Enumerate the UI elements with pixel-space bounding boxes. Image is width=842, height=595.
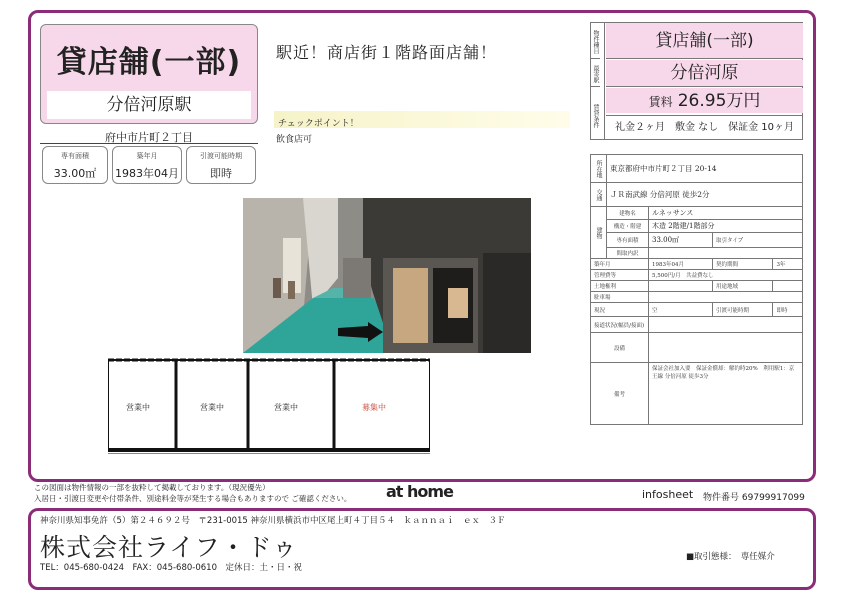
side-label: 物件種目	[591, 23, 600, 59]
unit-label-vacant: 募集中	[362, 403, 386, 412]
property-number	[703, 490, 805, 503]
side-label: 賃貸条件	[592, 104, 599, 128]
spec-contract: 3年	[773, 259, 803, 270]
company-license: 神奈川県知事免許（5）第２４６９２号 〒231-0015 神奈川県横浜市中区尾上町４丁目５４ ｋａｎｎａｉ ｅｘ ３Ｆ	[40, 516, 506, 526]
summary-panel	[590, 22, 803, 140]
company-contact: TEL：045-680-0424 FAX：045-680-0610 定休日：土・日・祝	[40, 563, 302, 573]
unit-label: 営業中	[274, 403, 298, 412]
rent-label: 賃料	[648, 95, 673, 109]
spec-label: 間取内訳	[607, 248, 649, 259]
side-label: 最寄駅	[591, 59, 600, 87]
spec-empty	[649, 248, 803, 259]
disclaimer-line-2: 入居日・引渡日変更や付帯条件、別途料金等が発生する場合もありますので ご確認ください。	[34, 494, 352, 503]
badge-area	[42, 146, 108, 184]
athome-logo: at home	[386, 482, 453, 501]
rent-value: 26.95万円	[677, 91, 761, 111]
street-photo-illustration	[243, 198, 531, 353]
station-label: 分倍河原駅	[47, 91, 251, 119]
summary-side-col	[591, 23, 605, 139]
spec-label: 建物	[591, 207, 607, 259]
spec-handover: 即時	[773, 303, 803, 317]
spec-label: 契約期間	[712, 259, 772, 270]
spec-label: 現況	[591, 303, 649, 317]
spec-label: 専有面積	[607, 233, 649, 248]
checkpoint-text: 飲食店可	[276, 135, 313, 145]
spec-mgmt: 5,500円/月 共益費なし	[649, 270, 803, 281]
summary-rent	[606, 88, 803, 113]
title-box	[40, 24, 258, 124]
checkpoint-label: チェックポイント！	[278, 119, 359, 129]
property-no-value: 69799917099	[741, 493, 805, 503]
badge-label: 築年月	[136, 152, 158, 160]
spec-traffic: ＪＲ南武線 分倍河原 徒歩2分	[607, 183, 803, 207]
spec-label: 所在地	[591, 155, 607, 183]
summary-type: 貸店舗(一部)	[606, 23, 803, 59]
badge-handover	[186, 146, 256, 184]
summary-conditions: 礼金２ヶ月 敷金 なし 保証金 10ヶ月	[606, 115, 803, 139]
spec-label: 交通	[591, 183, 607, 207]
spec-label: 設備	[591, 333, 649, 363]
address-short: 府中市片町２丁目	[105, 131, 193, 144]
spec-label: 管理費等	[591, 270, 649, 281]
badge-value: 即時	[210, 167, 232, 180]
spec-empty	[649, 281, 713, 292]
spec-label: 築年月	[591, 259, 649, 270]
spec-structure: 木造 2階建/1階部分	[649, 220, 803, 233]
badge-value: 33.00㎡	[53, 167, 97, 180]
spec-status: 空	[649, 303, 713, 317]
spec-remarks: 保証会社加入要 保証金償却：解約時20% 利用駅1：京王線 分倍河原 徒歩3分	[649, 363, 803, 425]
spec-label: 土地権利	[591, 281, 649, 292]
summary-station: 分倍河原	[606, 60, 803, 87]
spec-empty	[649, 317, 803, 333]
deal-type: ■取引態様： 専任媒介	[686, 552, 775, 562]
spec-built: 1983年04月	[649, 259, 713, 270]
spec-table	[590, 154, 803, 438]
address-underline	[40, 143, 258, 144]
infosheet-label: infosheet	[642, 488, 694, 501]
badge-label: 引渡可能時期	[200, 152, 242, 160]
spec-label: 引渡可能時期	[712, 303, 772, 317]
spec-empty	[773, 281, 803, 292]
property-no-label: 物件番号	[703, 493, 740, 503]
spec-area: 33.00㎡	[649, 233, 713, 248]
spec-label: 構造・階建	[607, 220, 649, 233]
checkpoint-bar	[274, 111, 570, 128]
badge-value: 1983年04月	[115, 167, 179, 180]
catch-copy: 駅近！商店街１階路面店舗！	[276, 43, 498, 62]
spec-location: 東京都府中市片町２丁目 20-14	[607, 155, 803, 183]
spec-name: ルネッサンス	[649, 207, 803, 220]
spec-empty	[649, 333, 803, 363]
badge-built	[112, 146, 182, 184]
spec-grid	[590, 154, 803, 425]
badge-label: 専有面積	[61, 152, 89, 160]
spec-empty	[649, 292, 803, 303]
spec-label: 建物名	[607, 207, 649, 220]
unit-label: 営業中	[126, 403, 150, 412]
floor-plan	[108, 358, 430, 454]
company-name: 株式会社ライフ・ドゥ	[40, 533, 298, 562]
unit-label: 営業中	[200, 403, 224, 412]
disclaimer-line-1: この図面は物件情報の一部を抜粋して掲載しております。（現況優先）	[34, 483, 270, 492]
spec-label: 備考	[591, 363, 649, 425]
spec-label: 駐車場	[591, 292, 649, 303]
spec-label: 用途地域	[712, 281, 772, 292]
street-photo	[243, 198, 531, 353]
spec-label: 取引タイプ	[712, 233, 802, 248]
spec-label: 接道状況(幅員/接面)	[591, 317, 649, 333]
property-title: 貸店舗(一部)	[56, 45, 242, 80]
